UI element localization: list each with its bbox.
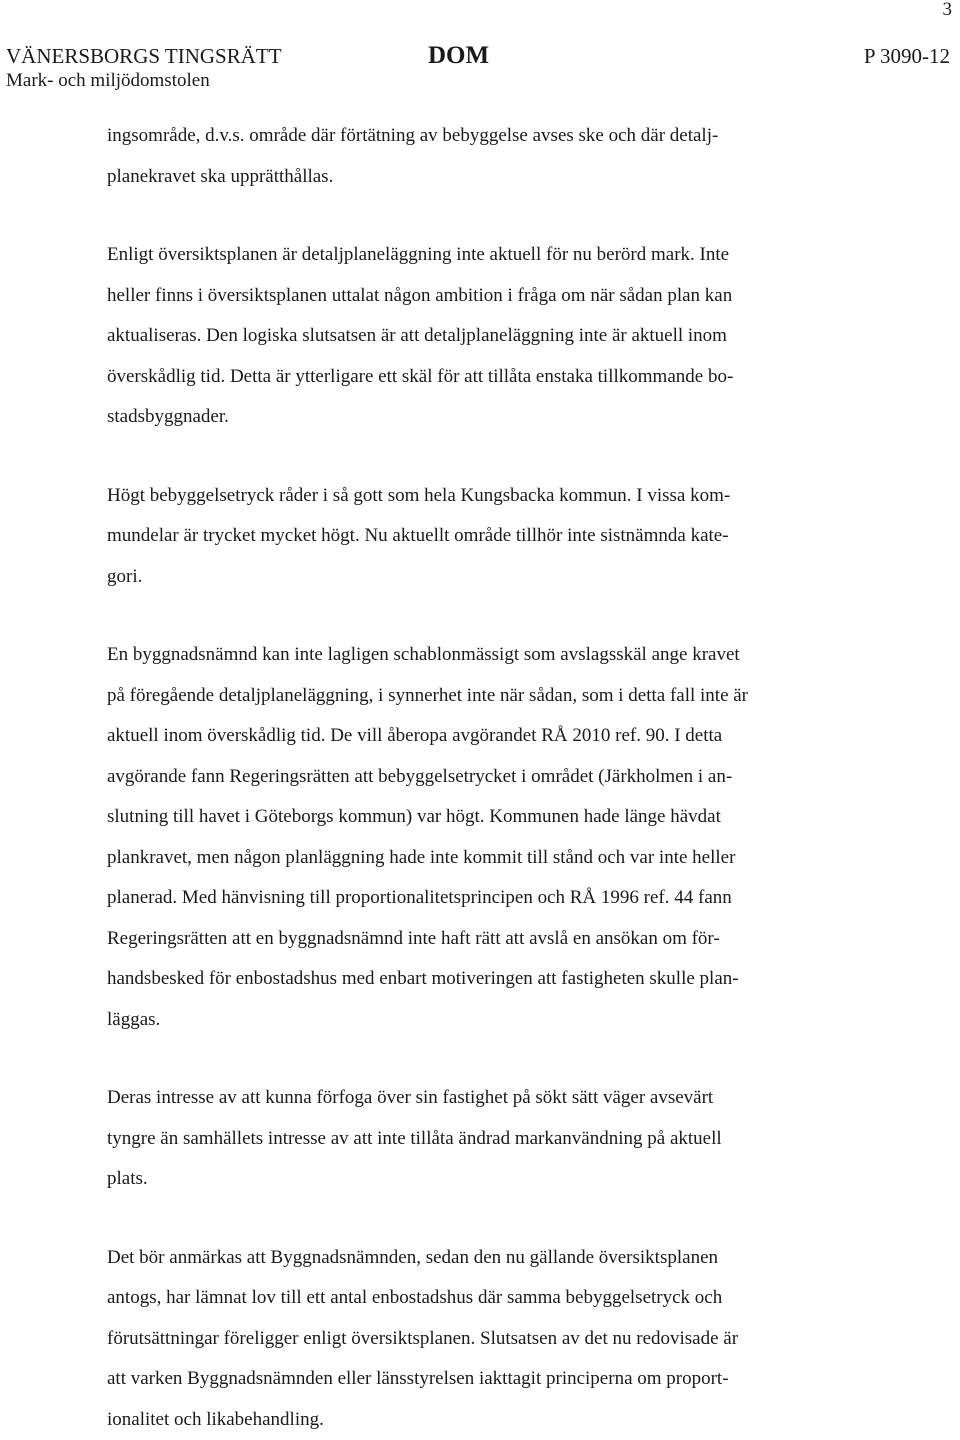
- text-line: ionalitet och likabehandling.: [107, 1400, 897, 1440]
- paragraph: [107, 116, 897, 197]
- text-line: Regeringsrätten att en byggnadsnämnd inte haft rätt att avslå en ansökan om för-: [107, 919, 897, 960]
- text-line: Det bör anmärkas att Byggnadsnämnden, sedan den nu gällande översiktsplanen: [107, 1238, 897, 1279]
- text-line: heller finns i översiktsplanen uttalat någon ambition i fråga om när sådan plan kan: [107, 276, 897, 317]
- paragraph-gap: [107, 597, 897, 635]
- paragraph-gap: [107, 1200, 897, 1238]
- text-line: Deras intresse av att kunna förfoga över sin fastighet på sökt sätt väger avsevärt: [107, 1078, 897, 1119]
- text-line: Högt bebyggelsetryck råder i så gott som hela Kungsbacka kommun. I vissa kom-: [107, 476, 897, 517]
- page-number: 3: [943, 0, 953, 20]
- text-line: tyngre än samhällets intresse av att inte tillåta ändrad markanvändning på aktuell: [107, 1119, 897, 1160]
- text-line: gori.: [107, 557, 897, 598]
- document-type: DOM: [428, 42, 489, 70]
- paragraph: [107, 1238, 897, 1440]
- text-line: på föregående detaljplaneläggning, i synnerhet inte när sådan, som i detta fall inte är: [107, 676, 897, 717]
- paragraph: [107, 235, 897, 438]
- text-line: Enligt översiktsplanen är detaljplaneläggning inte aktuell för nu berörd mark. Inte: [107, 235, 897, 276]
- paragraph-gap: [107, 1040, 897, 1078]
- text-line: avgörande fann Regeringsrätten att bebyggelsetrycket i området (Järkholmen i an-: [107, 757, 897, 798]
- text-line: aktuell inom överskådlig tid. De vill åberopa avgörandet RÅ 2010 ref. 90. I detta: [107, 716, 897, 757]
- paragraph: [107, 1078, 897, 1200]
- text-line: aktualiseras. Den logiska slutsatsen är att detaljplaneläggning inte är aktuell inom: [107, 316, 897, 357]
- text-line: mundelar är trycket mycket högt. Nu aktuellt område tillhör inte sistnämnda kate-: [107, 516, 897, 557]
- text-line: stadsbyggnader.: [107, 397, 897, 438]
- document-header: [6, 44, 950, 94]
- text-line: plats.: [107, 1159, 897, 1200]
- document-body: [107, 116, 897, 1440]
- text-line: att varken Byggnadsnämnden eller länsstyrelsen iakttagit principerna om proport-: [107, 1359, 897, 1400]
- text-line: plankravet, men någon planläggning hade inte kommit till stånd och var inte heller: [107, 838, 897, 879]
- court-name: VÄNERSBORGS TINGSRÄTT: [6, 44, 282, 68]
- text-line: slutning till havet i Göteborgs kommun) var högt. Kommunen hade länge hävdat: [107, 797, 897, 838]
- paragraph-gap: [107, 438, 897, 476]
- court-subtitle: Mark- och miljödomstolen: [6, 70, 210, 92]
- paragraph-gap: [107, 197, 897, 235]
- text-line: handsbesked för enbostadshus med enbart motiveringen att fastigheten skulle plan-: [107, 959, 897, 1000]
- case-number: P 3090-12: [864, 44, 950, 68]
- text-line: antogs, har lämnat lov till ett antal enbostadshus där samma bebyggelsetryck och: [107, 1278, 897, 1319]
- text-line: överskådlig tid. Detta är ytterligare ett skäl för att tillåta enstaka tillkommande bo-: [107, 357, 897, 398]
- paragraph: [107, 476, 897, 598]
- text-line: läggas.: [107, 1000, 897, 1041]
- text-line: En byggnadsnämnd kan inte lagligen schablonmässigt som avslagsskäl ange kravet: [107, 635, 897, 676]
- paragraph: [107, 635, 897, 1040]
- text-line: förutsättningar föreligger enligt översiktsplanen. Slutsatsen av det nu redovisade är: [107, 1319, 897, 1360]
- text-line: planerad. Med hänvisning till proportionalitetsprincipen och RÅ 1996 ref. 44 fann: [107, 878, 897, 919]
- text-line: planekravet ska upprätthållas.: [107, 157, 897, 198]
- text-line: ingsområde, d.v.s. område där förtätning av bebyggelse avses ske och där detalj-: [107, 116, 897, 157]
